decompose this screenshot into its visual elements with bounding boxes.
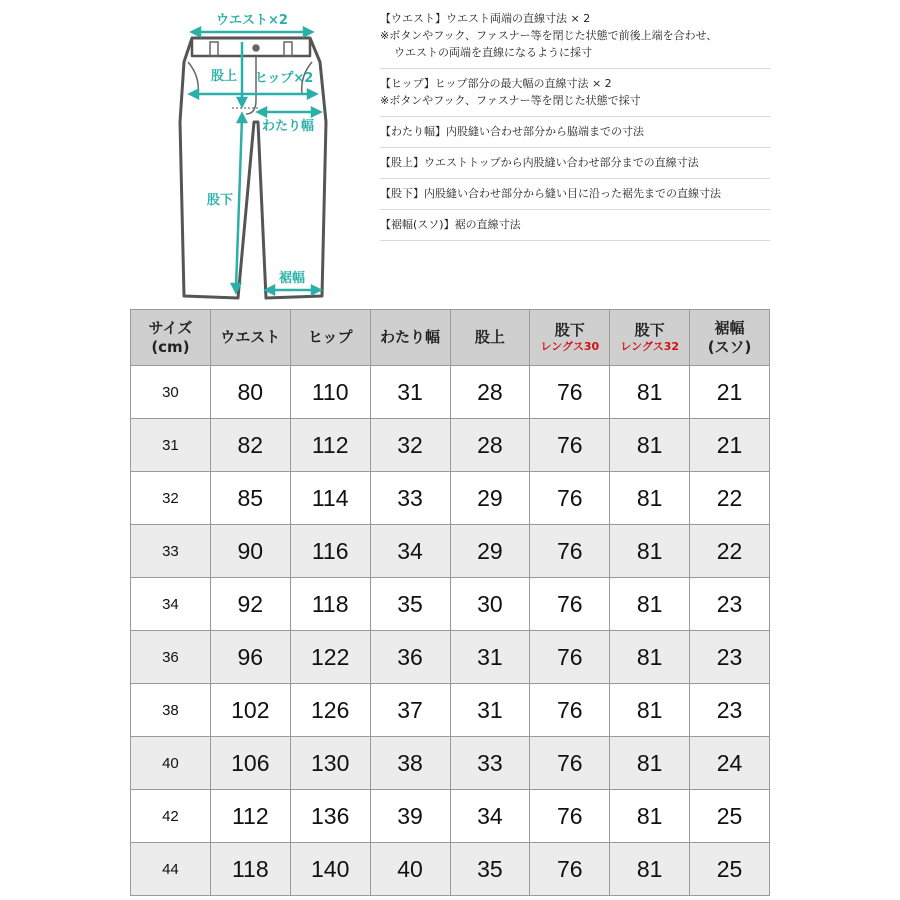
column-header-label: ウエスト (220, 328, 281, 346)
table-row (131, 631, 770, 684)
column-header (210, 310, 290, 366)
measurement-cell: 24 (690, 737, 770, 790)
note-subtext: ※ボタンやフック、ファスナー等を閉じた状態で採寸 (380, 94, 641, 107)
size-cell: 36 (131, 631, 211, 684)
table-row (131, 419, 770, 472)
measurement-cell: 118 (210, 843, 290, 896)
measurement-cell: 140 (290, 843, 370, 896)
measurement-cell: 21 (690, 366, 770, 419)
column-header-label: 股下 (554, 321, 585, 339)
note-item (380, 69, 770, 117)
measurement-cell: 76 (530, 684, 610, 737)
measurement-cell: 23 (690, 578, 770, 631)
column-header-label: 裾幅 (714, 318, 745, 337)
note-item (380, 179, 770, 210)
column-header (370, 310, 450, 366)
table-row (131, 790, 770, 843)
note-title: 【わたり幅】内股縫い合わせ部分から脇端までの寸法 (380, 125, 644, 138)
measurement-notes (380, 4, 770, 241)
column-header (450, 310, 530, 366)
size-cell: 30 (131, 366, 211, 419)
measurement-cell: 30 (450, 578, 530, 631)
measure-arrows (190, 28, 320, 294)
column-header (131, 310, 211, 366)
size-cell: 31 (131, 419, 211, 472)
measurement-cell: 81 (610, 525, 690, 578)
note-item (380, 148, 770, 179)
measurement-cell: 34 (450, 790, 530, 843)
column-header-length-note: レングス32 (620, 340, 680, 353)
measurement-cell: 37 (370, 684, 450, 737)
measurement-cell: 28 (450, 419, 530, 472)
column-header-label: ヒップ (307, 328, 353, 346)
table-row (131, 843, 770, 896)
measurement-cell: 76 (530, 525, 610, 578)
measurement-cell: 76 (530, 737, 610, 790)
column-header (530, 310, 610, 366)
note-title: 【股上】ウエストトップから内股縫い合わせ部分までの直線寸法 (380, 156, 699, 169)
measurement-cell: 81 (610, 790, 690, 843)
measurement-cell: 31 (450, 684, 530, 737)
measurement-cell: 35 (450, 843, 530, 896)
measurement-cell: 81 (610, 737, 690, 790)
measurement-cell: 39 (370, 790, 450, 843)
measurement-cell: 76 (530, 472, 610, 525)
measurement-cell: 82 (210, 419, 290, 472)
measurement-cell: 106 (210, 737, 290, 790)
note-subtext: ※ボタンやフック、ファスナー等を閉じた状態で前後上端を合わせ、 (380, 29, 718, 42)
size-cell: 34 (131, 578, 211, 631)
measurement-cell: 85 (210, 472, 290, 525)
measurement-cell: 31 (450, 631, 530, 684)
size-table-header (131, 310, 770, 366)
measurement-cell: 28 (450, 366, 530, 419)
column-header-sublabel: (スソ) (707, 337, 752, 356)
measurement-cell: 96 (210, 631, 290, 684)
table-row (131, 366, 770, 419)
measurement-cell: 76 (530, 419, 610, 472)
measurement-cell: 33 (370, 472, 450, 525)
measurement-cell: 23 (690, 684, 770, 737)
table-row (131, 472, 770, 525)
table-row (131, 578, 770, 631)
thigh-label: わたり幅 (261, 119, 315, 134)
column-header (290, 310, 370, 366)
measurement-cell: 76 (530, 366, 610, 419)
measurement-cell: 116 (290, 525, 370, 578)
rise-label: 股上 (210, 69, 238, 84)
note-item (380, 210, 770, 241)
note-item (380, 117, 770, 148)
measurement-cell: 22 (690, 472, 770, 525)
measurement-cell: 29 (450, 525, 530, 578)
measurement-cell: 31 (370, 366, 450, 419)
measurement-cell: 22 (690, 525, 770, 578)
column-header-sublabel: (cm) (151, 337, 190, 356)
measurement-cell: 102 (210, 684, 290, 737)
measurement-cell: 25 (690, 843, 770, 896)
size-cell: 32 (131, 472, 211, 525)
measurement-cell: 23 (690, 631, 770, 684)
note-title: 【ウエスト】ウエスト両端の直線寸法 × 2 (380, 12, 591, 25)
column-header-length-note: レングス30 (540, 340, 600, 353)
measurement-cell: 81 (610, 578, 690, 631)
measurement-cell: 136 (290, 790, 370, 843)
measurement-cell: 76 (530, 578, 610, 631)
note-item (380, 4, 770, 69)
size-cell: 38 (131, 684, 211, 737)
size-cell: 42 (131, 790, 211, 843)
measurement-cell: 112 (210, 790, 290, 843)
column-header-label: 股下 (634, 321, 665, 339)
measurement-cell: 33 (450, 737, 530, 790)
measurement-cell: 25 (690, 790, 770, 843)
measurement-cell: 29 (450, 472, 530, 525)
measurement-cell: 122 (290, 631, 370, 684)
size-table (130, 309, 770, 896)
table-row (131, 737, 770, 790)
measurement-cell: 76 (530, 631, 610, 684)
measurement-cell: 114 (290, 472, 370, 525)
measurement-cell: 112 (290, 419, 370, 472)
measurement-cell: 81 (610, 366, 690, 419)
note-title: 【股下】内股縫い合わせ部分から縫い目に沿った裾先までの直線寸法 (380, 187, 721, 200)
column-header-label: サイズ (148, 318, 193, 337)
size-cell: 44 (131, 843, 211, 896)
measurement-cell: 80 (210, 366, 290, 419)
measurement-cell: 81 (610, 631, 690, 684)
hip-label: ヒップ×2 (254, 71, 314, 86)
table-row (131, 525, 770, 578)
measurement-cell: 32 (370, 419, 450, 472)
measurement-cell: 34 (370, 525, 450, 578)
hem-label: 裾幅 (278, 271, 306, 286)
measurement-cell: 81 (610, 472, 690, 525)
note-subtext-continued: ウエストの両端を直線になるように採寸 (394, 46, 592, 59)
column-header-label: わたり幅 (380, 328, 441, 346)
measurement-cell: 81 (610, 684, 690, 737)
measurement-cell: 38 (370, 737, 450, 790)
measurement-cell: 81 (610, 843, 690, 896)
measurement-cell: 130 (290, 737, 370, 790)
measurement-cell: 40 (370, 843, 450, 896)
measurement-cell: 90 (210, 525, 290, 578)
measurement-cell: 118 (290, 578, 370, 631)
inseam-label: 股下 (206, 193, 234, 208)
measurement-cell: 92 (210, 578, 290, 631)
measurement-cell: 35 (370, 578, 450, 631)
measurement-cell: 21 (690, 419, 770, 472)
size-cell: 33 (131, 525, 211, 578)
measurement-cell: 81 (610, 419, 690, 472)
measurement-cell: 76 (530, 790, 610, 843)
measurement-cell: 110 (290, 366, 370, 419)
column-header (690, 310, 770, 366)
column-header (610, 310, 690, 366)
measurement-cell: 36 (370, 631, 450, 684)
waist-label: ウエスト×2 (216, 13, 288, 28)
size-cell: 40 (131, 737, 211, 790)
note-title: 【ヒップ】ヒップ部分の最大幅の直線寸法 × 2 (380, 77, 612, 90)
measurement-cell: 126 (290, 684, 370, 737)
column-header-label: 股上 (474, 328, 505, 346)
pants-diagram (170, 2, 350, 302)
note-title: 【裾幅(スソ)】裾の直線寸法 (380, 218, 521, 231)
measurement-cell: 76 (530, 843, 610, 896)
table-row (131, 684, 770, 737)
